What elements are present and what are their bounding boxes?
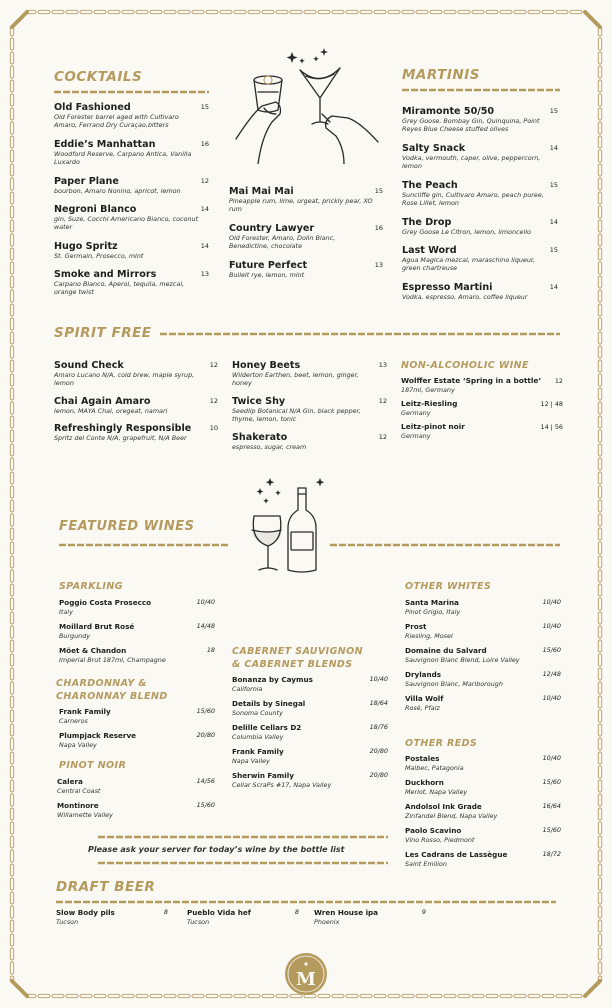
cabernet-title: CABERNET SAUVIGNON & CABERNET BLENDS [232, 646, 363, 670]
menu-item: Prost 10/40 Riesling, Mosel [405, 622, 561, 640]
spirit-free-column-1 [54, 360, 218, 447]
menu-item: Les Cadrans de Lassègue 18/72 Saint Emilion [405, 850, 561, 868]
menu-item: Montinore 15/60 Willamette Valley [57, 801, 215, 819]
menu-item: Santa Marina 10/40 Pinot Grigio, Italy [405, 598, 561, 616]
menu-item: Negroni Blanco 14 gin, Suze, Cocchi Americano Bianco, coconut water [54, 204, 209, 232]
menu-item: Pueblo Vida hef 8 Tucson [187, 908, 299, 926]
section-divider [330, 542, 560, 548]
menu-item: Poggio Costa Prosecco 10/40 Italy [59, 598, 215, 616]
cabernet-list [232, 675, 388, 791]
menu-item: Sherwin Family 20/80 Cellar ScraPs #17, Napa Valley [232, 771, 388, 789]
menu-item: Mai Mai Mai 15 Pineapple rum, lime, orgeat, prickly pear, XO rum [229, 186, 383, 214]
cocktails-column-1 [54, 102, 209, 299]
menu-item: The Peach 15 Suncliffe gin, Cultivaro Amaro, peach puree, Rose Lillet, lemon [402, 180, 558, 208]
menu-item: Miramonte 50/50 15 Grey Goose, Bombay Gin, Quinquina, Point Reyes Blue Cheese stuffed olives [402, 106, 558, 134]
menu-item: Future Perfect 13 Bulleit rye, lemon, mint [229, 260, 383, 279]
menu-item: Postales 10/40 Malbec, Patagonia [405, 754, 561, 772]
menu-item: Refreshingly Responsible 10 Spritz del Conte N/A, grapefruit, N/A Beer [54, 423, 218, 442]
cocktails-title: COCKTAILS [54, 69, 143, 85]
section-divider [98, 834, 388, 840]
martinis-title: MARTINIS [402, 67, 480, 83]
pinot-noir-title: PINOT NOIR [59, 760, 127, 771]
menu-item: Frank Family 15/60 Carneros [59, 707, 215, 725]
menu-item: Chai Again Amaro 12 lemon, MAYA Chai, oregeat, namari [54, 396, 218, 415]
logo-letter: M [296, 969, 316, 990]
featured-wines-title: FEATURED WINES [59, 519, 195, 534]
cheers-glasses-icon [232, 44, 382, 164]
menu-item: Delille Cellars D2 18/76 Columbia Valley [232, 723, 388, 741]
wine-bottle-glass-icon [240, 474, 330, 574]
menu-item: Twice Shy 12 Seedlip Botanical N/A Gin, black pepper, thyme, lemon, tonic [232, 396, 387, 424]
wine-list-note: Please ask your server for today’s wine by the bottle list [88, 845, 345, 854]
other-reds-list [405, 754, 561, 870]
menu-item: Country Lawyer 16 Old Forester, Amaro, Dolin Blanc, Benedictine, chocolate [229, 223, 383, 251]
beer-item-2 [187, 908, 299, 926]
section-divider [54, 89, 209, 95]
menu-item: Andolsol Ink Grade 16/64 Zinfandel Blend, Napa Valley [405, 802, 561, 820]
other-whites-list [405, 598, 561, 714]
section-divider [56, 899, 556, 905]
spirit-free-column-2 [232, 360, 387, 456]
menu-item: Hugo Spritz 14 St. Germain, Prosecco, mint [54, 241, 209, 260]
menu-item: Duckhorn 15/60 Merlot, Napa Valley [405, 778, 561, 796]
sparkling-title: SPARKLING [59, 581, 123, 592]
martinis-list [402, 106, 558, 306]
other-whites-title: OTHER WHITES [405, 581, 492, 592]
menu-item: Honey Beets 13 Wilderton Earthen, beet, lemon, ginger, honey [232, 360, 387, 388]
menu-item: Villa Wolf 10/40 Rosé, Pfalz [405, 694, 561, 712]
menu-item: Old Fashioned 15 Old Forester barrel aged with Cultivaro Amaro, Ferrand Dry Curaçao,bitters [54, 102, 209, 130]
spirit-free-title: SPIRIT FREE [54, 325, 152, 341]
menu-item: Sound Check 12 Amaro Lucano N/A, cold brew, maple syrup, lemon [54, 360, 218, 388]
menu-item: Wolffer Estate ‘Spring in a bottle’ 12 187ml, Germany [401, 376, 563, 394]
beer-item-1 [56, 908, 168, 926]
menu-item: Details by Sinegal 18/64 Sonoma County [232, 699, 388, 717]
menu-item: Paper Plane 12 bourbon, Amaro Nonino, apricot, lemon [54, 176, 209, 195]
cocktails-column-2 [229, 186, 383, 284]
section-divider [402, 87, 560, 93]
menu-item: Smoke and Mirrors 13 Carpano Bianco, Aperol, tequila, mezcal, orange twist [54, 269, 209, 297]
menu-item: Slow Body pils 8 Tucson [56, 908, 168, 926]
section-divider [160, 331, 560, 337]
section-divider [98, 860, 388, 866]
menu-item: Wren House ipa 9 Phoenix [314, 908, 426, 926]
menu-item: Moillard Brut Rosé 14/48 Burgundy [59, 622, 215, 640]
menu-item: Salty Snack 14 Vodka, vermouth, caper, olive, peppercorn, lemon [402, 143, 558, 171]
non-alcoholic-wine-title: NON-ALCOHOLIC WINE [401, 360, 529, 371]
menu-item: Shakerato 12 espresso, sugar, cream [232, 432, 387, 451]
non-alcoholic-wine-list [401, 376, 563, 442]
menu-item: Last Word 15 Agua Magica mezcal, maraschino liqueur, green chartreuse [402, 245, 558, 273]
sparkling-list [59, 598, 215, 666]
menu-item: Domaine du Salvard 15/60 Sauvignon Blanc Blend, Loire Valley [405, 646, 561, 664]
menu-item: Leitz-Riesling 12 | 48 Germany [401, 399, 563, 417]
menu-item: Espresso Martini 14 Vodka, espresso, Amaro, coffee liqueur [402, 282, 558, 301]
chardonnay-list [59, 707, 215, 751]
menu-item: Frank Family 20/80 Napa Valley [232, 747, 388, 765]
menu-item: Leitz-pinot noir 14 | 56 Germany [401, 422, 563, 440]
menu-item: Calera 14/56 Central Coast [57, 777, 215, 795]
menu-item: The Drop 14 Grey Goose Le Citron, lemon, limoncello [402, 217, 558, 236]
other-reds-title: OTHER REDS [405, 738, 478, 749]
menu-item: Paolo Scavino 15/60 Vino Rosso, Piedmont [405, 826, 561, 844]
menu-item: Möet & Chandon 18 Imperial Brut 187ml, Champagne [59, 646, 215, 664]
miramonte-logo-icon [284, 952, 328, 996]
draft-beer-title: DRAFT BEER [56, 879, 156, 895]
menu-item: Bonanza by Caymus 10/40 California [232, 675, 388, 693]
menu-item: Eddie’s Manhattan 16 Woodford Reserve, Carpano Antica, Vanilla Luxardo [54, 139, 209, 167]
section-divider [59, 542, 229, 548]
menu-item: Drylands 12/48 Sauvignon Blanc, Marlborough [405, 670, 561, 688]
beer-item-3 [314, 908, 426, 926]
pinot-noir-list [57, 777, 215, 821]
chardonnay-title: CHARDONNAY & CHARONNAY BLEND [56, 678, 168, 702]
menu-item: Plumpjack Reserve 20/80 Napa Valley [59, 731, 215, 749]
